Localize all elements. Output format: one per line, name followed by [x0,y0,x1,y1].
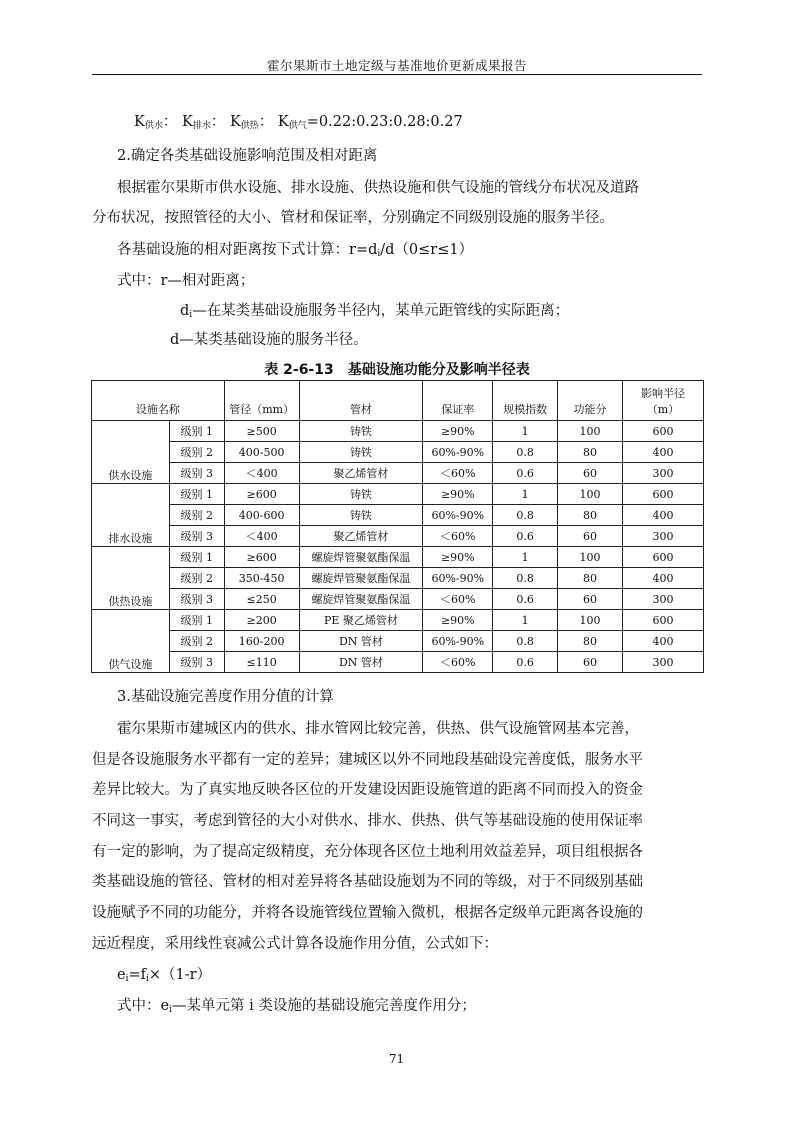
formula-where: 式中：r—相对距离； [117,273,255,289]
table-row [92,610,704,631]
table-cell: 300 [622,463,703,484]
relative-distance-formula: 各基础设施的相对距离按下式计算：$r=d_i/d(0\le r\le 1)$ [117,242,474,259]
table-cell: 300 [622,589,703,610]
table-cell: PE 聚乙烯管材 [299,610,423,631]
table-cell: 聚乙烯管材 [299,526,423,547]
table-cell: 1 [493,484,558,505]
table-cell: ≥90% [423,421,493,442]
table-cell: ≤110 [224,652,299,673]
table-row [92,589,704,610]
table-cell: 600 [622,484,703,505]
di-definition: $d_i—$在某类基础设施服务半径内，某单元距管线的实际距离； [180,303,570,320]
decay-formula: $e_i=f_i\times(1-r)$ [117,967,212,984]
table-cell: 100 [558,547,623,568]
table-row [92,568,704,589]
paragraph-line: 差异比较大。为了真实地反映各区位的开发建设因距设施管道的距离不同而投入的资金 [92,782,643,798]
table-cell: 80 [558,631,623,652]
table-cell: 600 [622,547,703,568]
table-cell: 400-600 [224,505,299,526]
table-cell: ＜60% [423,652,493,673]
table-cell: 级别 3 [169,652,224,673]
table-cell: 400 [622,631,703,652]
table-cell: 级别 1 [169,484,224,505]
table-cell: 400-500 [224,442,299,463]
paragraph-line: 根据霍尔果斯市供水设施、排水设施、供热设施和供气设施的管线分布状况及道路 [117,180,639,196]
table-cell: ＜60% [423,526,493,547]
table-cell: 铸铁 [299,505,423,526]
section-3-heading: 3.基础设施完善度作用分值的计算 [117,689,334,705]
table-cell: 级别 2 [169,505,224,526]
table-cell: 300 [622,526,703,547]
header-cell: 设施名称 [92,381,225,421]
table-cell: DN 管材 [299,652,423,673]
table-cell: ≥500 [224,421,299,442]
table-cell: 60%-90% [423,568,493,589]
table-cell: 铸铁 [299,442,423,463]
facility-group-name: 排水设施 [92,484,170,547]
table-cell: 0.6 [493,589,558,610]
table-cell: 级别 3 [169,526,224,547]
paragraph-line: 类基础设施的管径、管材的相对差异将各基础设施划为不同的等级，对于不同级别基础 [92,874,643,890]
table-cell: 80 [558,442,623,463]
table-cell: 级别 1 [169,547,224,568]
table-cell: 1 [493,547,558,568]
facility-table [91,380,704,673]
table-cell: 100 [558,610,623,631]
table-row [92,442,704,463]
table-row [92,505,704,526]
facility-group-name: 供热设施 [92,547,170,610]
header-rule [92,74,702,75]
table-cell: ≥600 [224,547,299,568]
table-row [92,421,704,442]
decay-formula-where: 式中：$e_i—$某单元第 i 类设施的基础设施完善度作用分； [117,998,476,1015]
table-cell: 350-450 [224,568,299,589]
table-cell: 400 [622,505,703,526]
table-cell: DN 管材 [299,631,423,652]
header-cell: 保证率 [423,381,493,421]
section-2-heading: 2.确定各类基础设施影响范围及相对距离 [117,148,378,164]
table-cell: 0.8 [493,568,558,589]
table-cell: 级别 2 [169,442,224,463]
table-cell: 级别 1 [169,610,224,631]
page-number: 71 [388,1052,405,1066]
table-cell: 0.8 [493,442,558,463]
table-cell: 100 [558,484,623,505]
table-cell: 级别 3 [169,589,224,610]
table-cell: 400 [622,568,703,589]
table-cell: 0.6 [493,526,558,547]
table-cell: 螺旋焊管聚氨酯保温 [299,568,423,589]
table-cell: 1 [493,610,558,631]
table-cell: 级别 3 [169,463,224,484]
facility-group-name: 供气设施 [92,610,170,673]
table-cell: 80 [558,505,623,526]
table-cell: 100 [558,421,623,442]
table-cell: ＜60% [423,589,493,610]
table-cell: 螺旋焊管聚氨酯保温 [299,589,423,610]
table-cell: ＜400 [224,526,299,547]
table-cell: 600 [622,610,703,631]
table-header-row [92,381,704,421]
paragraph-line: 有一定的影响，为了提高定级精度，充分体现各区位土地利用效益差异，项目组根据各 [92,844,643,860]
paragraph-line: 但是各设施服务水平都有一定的差异；建城区以外不同地段基础设完善度低，服务水平 [92,752,643,768]
header-cell: 管材 [299,381,423,421]
table-row [92,484,704,505]
table-row [92,463,704,484]
table-cell: ≤250 [224,589,299,610]
table-cell: ≥90% [423,547,493,568]
table-cell: 螺旋焊管聚氨酯保温 [299,547,423,568]
table-cell: 60 [558,526,623,547]
table-cell: 级别 2 [169,631,224,652]
table-cell: 级别 1 [169,421,224,442]
table-row [92,652,704,673]
table-cell: 铸铁 [299,484,423,505]
table-cell: ≥90% [423,610,493,631]
running-header: 霍尔果斯市土地定级与基准地价更新成果报告 [266,58,527,73]
table-cell: 600 [622,421,703,442]
facility-group-name: 供水设施 [92,421,170,484]
table-cell: ≥200 [224,610,299,631]
table-cell: 60%-90% [423,505,493,526]
table-cell: 0.6 [493,463,558,484]
header-cell: 规模指数 [493,381,558,421]
table-caption: 表 2-6-13 基础设施功能分及影响半径表 [264,362,530,378]
table-row [92,547,704,568]
header-cell: 管径（mm） [224,381,299,421]
table-cell: 60 [558,652,623,673]
paragraph-line: 远近程度，采用线性衰减公式计算各设施作用分值，公式如下： [92,936,498,952]
table-cell: 60%-90% [423,631,493,652]
header-cell: 影响半径（m） [622,381,703,421]
table-cell: 60%-90% [423,442,493,463]
d-definition: d—某类基础设施的服务半径。 [170,332,368,348]
table-cell: 80 [558,568,623,589]
table-cell: ≥90% [423,484,493,505]
table-cell: 60 [558,589,623,610]
table-cell: 300 [622,652,703,673]
table-cell: 聚乙烯管材 [299,463,423,484]
paragraph-line: 设施赋予不同的功能分，并将各设施管线位置输入微机，根据各定级单元距离各设施的 [92,905,643,921]
table-cell: 0.6 [493,652,558,673]
table-cell: 铸铁 [299,421,423,442]
table-cell: 0.8 [493,505,558,526]
table-cell: 1 [493,421,558,442]
table-row [92,631,704,652]
header-cell: 功能分 [558,381,623,421]
table-cell: ＜60% [423,463,493,484]
table-cell: 400 [622,442,703,463]
paragraph-line: 霍尔果斯市建城区内的供水、排水管网比较完善，供热、供气设施管网基本完善， [117,721,639,737]
table-cell: 级别 2 [169,568,224,589]
paragraph-line: 不同这一事实，考虑到管径的大小对供水、排水、供热、供气等基础设施的使用保证率 [92,813,643,829]
table-cell: 160-200 [224,631,299,652]
table-cell: ≥600 [224,484,299,505]
paragraph-line: 分布状况，按照管径的大小、管材和保证率，分别确定不同级别设施的服务半径。 [92,210,614,226]
ratio-line: $K_{供水}$： $K_{排水}$： $K_{供热}$： $K_{供气}=0.22:0.23:0.28:0.27$ [134,114,463,131]
table-row [92,526,704,547]
table-cell: 60 [558,463,623,484]
table-cell: 0.8 [493,631,558,652]
table-cell: ＜400 [224,463,299,484]
